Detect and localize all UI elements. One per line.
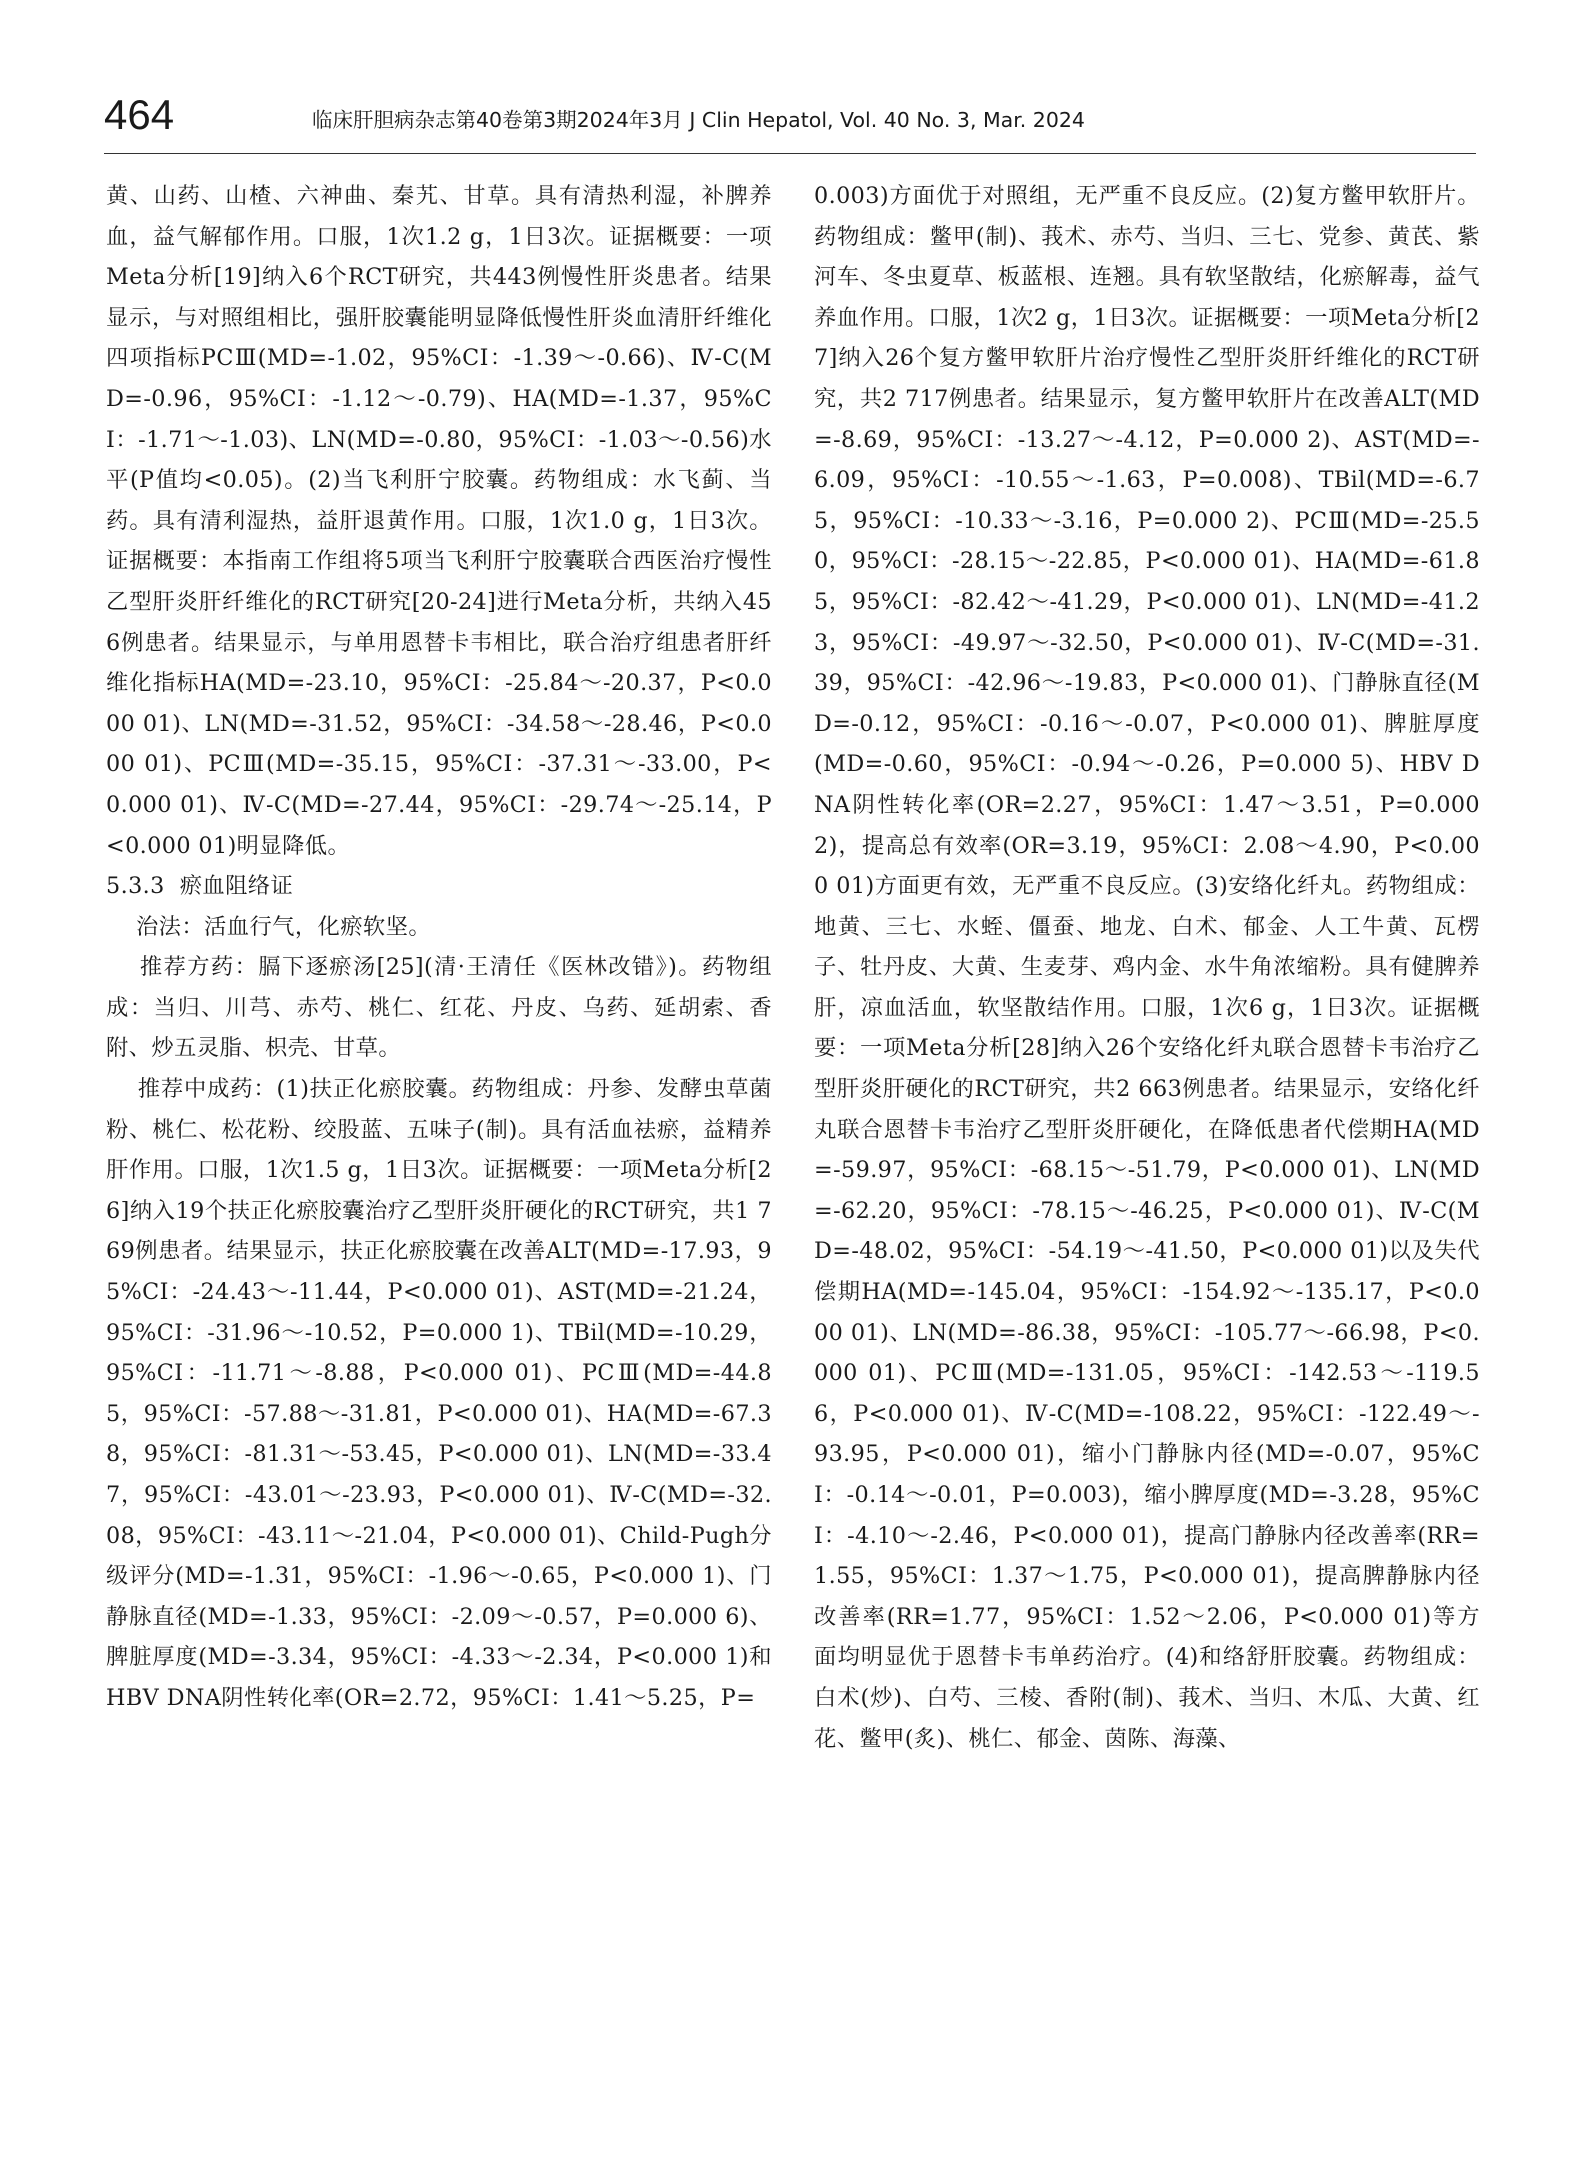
left-column bbox=[106, 176, 772, 2166]
body-paragraph: 黄、山药、山楂、六神曲、秦艽、甘草。具有清热利湿，补脾养血，益气解郁作用。口服，1次1.2 g，1日3次。证据概要：一项Meta分析[19]纳入6个RCT研究，共443例慢性肝炎患者。结果显示，与对照组相比，强肝胶囊能明显降低慢性肝炎血清肝纤维化四项指标PCⅢ(MD=-1.02，95%CI：-1.39～-0.66)、Ⅳ-C(MD=-0.96，95%CI：-1.12～-0.79)、HA(MD=-1.37，95%CI：-1.71～-1.03)、LN(MD=-0.80，95%CI：-1.03～-0.56)水平(P值均<0.05)。(2)当飞利肝宁胶囊。药物组成：水飞蓟、当药。具有清利湿热，益肝退黄作用。口服，1次1.0 g，1日3次。证据概要：本指南工作组将5项当飞利肝宁胶囊联合西医治疗慢性乙型肝炎肝纤维化的RCT研究[20-24]进行Meta分析，共纳入456例患者。结果显示，与单用恩替卡韦相比，联合治疗组患者肝纤维化指标HA(MD=-23.10，95%CI：-25.84～-20.37，P<0.000 01)、LN(MD=-31.52，95%CI：-34.58～-28.46，P<0.000 01)、PCⅢ(MD=-35.15，95%CI：-37.31～-33.00，P<0.000 01)、Ⅳ-C(MD=-27.44，95%CI：-29.74～-25.14，P<0.000 01)明显降低。 bbox=[106, 183, 772, 859]
body-paragraph: 推荐中成药：(1)扶正化瘀胶囊。药物组成：丹参、发酵虫草菌粉、桃仁、松花粉、绞股蓝、五味子(制)。具有活血祛瘀，益精养肝作用。口服，1次1.5 g，1日3次。证据概要：一项Meta分析[26]纳入19个扶正化瘀胶囊治疗乙型肝炎肝硬化的RCT研究，共1 769例患者。结果显示，扶正化瘀胶囊在改善ALT(MD=-17.93，95%CI：-24.43～-11.44，P<0.000 01)、AST(MD=-21.24，95%CI：-31.96～-10.52，P=0.000 1)、TBil(MD=-10.29，95%CI：-11.71～-8.88，P<0.000 01)、PCⅢ(MD=-44.85，95%CI：-57.88～-31.81，P<0.000 01)、HA(MD=-67.38，95%CI：-81.31～-53.45，P<0.000 01)、LN(MD=-33.47，95%CI：-43.01～-23.93，P<0.000 01)、Ⅳ-C(MD=-32.08，95%CI：-43.11～-21.04，P<0.000 01)、Child-Pugh分级评分(MD=-1.31，95%CI：-1.96～-0.65，P<0.000 1)、门静脉直径(MD=-1.33，95%CI：-2.09～-0.57，P=0.000 6)、脾脏厚度(MD=-3.34，95%CI：-4.33～-2.34，P<0.000 1)和HBV DNA阴性转化率(OR=2.72，95%CI：1.41～5.25，P= bbox=[106, 1076, 772, 1711]
body-paragraph: 0.003)方面优于对照组，无严重不良反应。(2)复方鳖甲软肝片。药物组成：鳖甲(制)、莪术、赤芍、当归、三七、党参、黄芪、紫河车、冬虫夏草、板蓝根、连翘。具有软坚散结，化瘀解毒，益气养血作用。口服，1次2 g，1日3次。证据概要：一项Meta分析[27]纳入26个复方鳖甲软肝片治疗慢性乙型肝炎肝纤维化的RCT研究，共2 717例患者。结果显示，复方鳖甲软肝片在改善ALT(MD=-8.69，95%CI：-13.27～-4.12，P=0.000 2)、AST(MD=-6.09，95%CI：-10.55～-1.63，P=0.008)、TBil(MD=-6.75，95%CI：-10.33～-3.16，P=0.000 2)、PCⅢ(MD=-25.50，95%CI：-28.15～-22.85，P<0.000 01)、HA(MD=-61.85，95%CI：-82.42～-41.29，P<0.000 01)、LN(MD=-41.23，95%CI：-49.97～-32.50，P<0.000 01)、Ⅳ-C(MD=-31.39，95%CI：-42.96～-19.83，P<0.000 01)、门静脉直径(MD=-0.12，95%CI：-0.16～-0.07，P<0.000 01)、脾脏厚度(MD=-0.60，95%CI：-0.94～-0.26，P=0.000 5)、HBV DNA阴性转化率(OR=2.27，95%CI：1.47～3.51，P=0.000 2)，提高总有效率(OR=3.19，95%CI：2.08～4.90，P<0.000 01)方面更有效，无严重不良反应。(3)安络化纤丸。药物组成：地黄、三七、水蛭、僵蚕、地龙、白术、郁金、人工牛黄、瓦楞子、牡丹皮、大黄、生麦芽、鸡内金、水牛角浓缩粉。具有健脾养肝，凉血活血，软坚散结作用。口服，1次6 g，1日3次。证据概要：一项Meta分析[28]纳入26个安络化纤丸联合恩替卡韦治疗乙型肝炎肝硬化的RCT研究，共2 663例患者。结果显示，安络化纤丸联合恩替卡韦治疗乙型肝炎肝硬化，在降低患者代偿期HA(MD=-59.97，95%CI：-68.15～-51.79，P<0.000 01)、LN(MD=-62.20，95%CI：-78.15～-46.25，P<0.000 01)、Ⅳ-C(MD=-48.02，95%CI：-54.19～-41.50，P<0.000 01)以及失代偿期HA(MD=-145.04，95%CI：-154.92～-135.17，P<0.000 01)、LN(MD=-86.38，95%CI：-105.77～-66.98，P<0.000 01)、PCⅢ(MD=-131.05，95%CI：-142.53～-119.56，P<0.000 01)、Ⅳ-C(MD=-108.22，95%CI：-122.49～-93.95，P<0.000 01)，缩小门静脉内径(MD=-0.07，95%CI：-0.14～-0.01，P=0.003)，缩小脾厚度(MD=-3.28，95%CI：-4.10～-2.46，P<0.000 01)，提高门静脉内径改善率(RR=1.55，95%CI：1.37～1.75，P<0.000 01)，提高脾静脉内径改善率(RR=1.77，95%CI：1.52～2.06，P<0.000 01)等方面均明显优于恩替卡韦单药治疗。(4)和络舒肝胶囊。药物组成：白术(炒)、白芍、三棱、香附(制)、莪术、当归、木瓜、大黄、红花、鳖甲(炙)、桃仁、郁金、茵陈、海藻、 bbox=[814, 183, 1488, 1752]
section-heading: 5.3.3 瘀血阻络证 bbox=[106, 873, 294, 900]
running-header bbox=[104, 92, 1476, 154]
header-rule bbox=[104, 153, 1476, 154]
right-column bbox=[814, 176, 1488, 2166]
journal-citation: 临床肝胆病杂志第40卷第3期2024年3月 J Clin Hepatol, Vol. 40 No. 3, Mar. 2024 bbox=[312, 108, 1085, 132]
body-paragraph: 治法：活血行气，化瘀软坚。 bbox=[106, 913, 432, 940]
page-number: 464 bbox=[104, 91, 175, 138]
body-paragraph: 推荐方药：膈下逐瘀汤[25](清·王清任《医林改错》)。药物组成：当归、川芎、赤芍、桃仁、红花、丹皮、乌药、延胡索、香附、炒五灵脂、枳壳、甘草。 bbox=[106, 954, 772, 1062]
